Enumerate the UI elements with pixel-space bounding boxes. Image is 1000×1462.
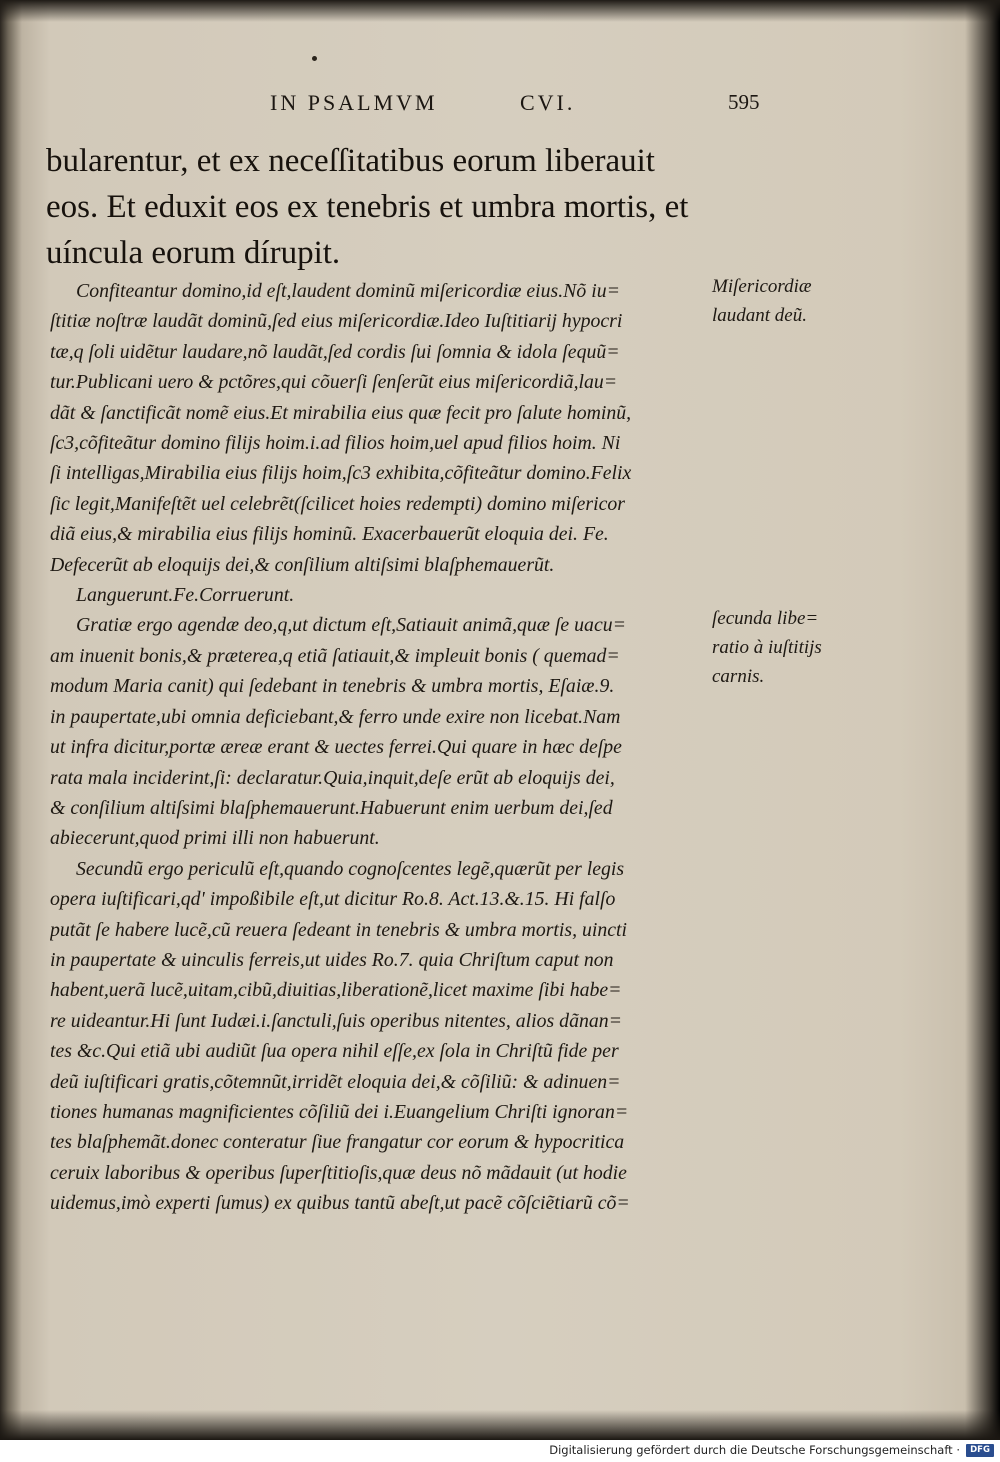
margin-note-line: ſecunda libe= <box>712 608 819 629</box>
running-header <box>270 86 770 122</box>
margin-note <box>712 272 862 330</box>
verse-line: eos. Et eduxit eos ex tenebris et umbra mortis, et <box>46 189 689 225</box>
margin-note-line: ratio à iuſtitijs <box>712 637 822 658</box>
margin-note-line: Miſericordiæ <box>712 276 812 297</box>
body-line: opera iuſtificari,qd' impoßibile eſt,ut dicitur Ro.8. Act.13.&.15. Hi falſo <box>50 888 616 911</box>
body-line: ceruix laboribus & operibus ſuperſtitioſis,quæ deus nõ mãdauit (ut hodie <box>50 1161 627 1184</box>
verse-line: bularentur, et ex neceſſitatibus eorum liberauit <box>46 143 655 179</box>
body-line: Secundũ ergo periculũ eſt,quando cognoſcentes legẽ,quærũt per legis <box>76 857 625 880</box>
body-line: in paupertate & uinculis ferreis,ut uides Ro.7. quia Chriſtum caput non <box>50 948 614 971</box>
body-line: abiecerunt,quod primi illi non habuerunt. <box>50 827 380 850</box>
body-line: Languerunt.Fe.Corruerunt. <box>76 584 295 607</box>
body-line: ſc3,cõfiteãtur domino filijs hoim.i.ad filios hoim,uel apud filios hoim. Ni <box>50 432 621 455</box>
margin-note-line: laudant deũ. <box>712 305 807 326</box>
commentary-text <box>50 276 718 1219</box>
body-line: uidemus,imò experti ſumus) ex quibus tantũ abeſt,ut pacẽ cõſciẽtiarũ cõ= <box>50 1192 630 1215</box>
margin-note-line: carnis. <box>712 666 765 687</box>
body-line: rata mala inciderint,ſi: declaratur.Quia,inquit,deſe erũt ab eloquijs dei, <box>50 766 615 789</box>
dfg-logo: DFG <box>966 1444 994 1457</box>
body-line: Defecerũt ab eloquijs dei,& conſilium altiſsimi blaſphemauerũt. <box>50 553 555 576</box>
verse-text <box>46 138 706 276</box>
digitization-footer <box>0 1440 1000 1462</box>
body-line: ut infra dicitur,portæ æreæ erant & uectes ferrei.Qui quare in hæc deſpe <box>50 736 622 759</box>
body-line: am inuenit bonis,& præterea,q etiã ſatiauit,& impleuit bonis ( quemad= <box>50 644 620 667</box>
body-line: Confiteantur domino,id eſt,laudent dominũ miſericordiæ eius.Nõ iu= <box>76 280 620 302</box>
body-line: tes blaſphemãt.donec conteratur ſiue frangatur cor eorum & hypocritica <box>50 1131 625 1154</box>
body-line: diã eius,& mirabilia eius filijs hominũ. Exacerbauerũt eloquia dei. Fe. <box>50 523 609 546</box>
body-line: putãt ſe habere lucẽ,cũ reuera ſedeant in tenebris & umbra mortis, uincti <box>50 918 628 941</box>
body-line: tes &c.Qui etiã ubi audiũt ſua opera nihil eſſe,ex ſola in Chriſtũ fide per <box>50 1040 619 1063</box>
body-line: ſic legit,Manifeſtẽt uel celebrẽt(ſcilicet hoies redempti) domino miſericor <box>50 492 625 515</box>
body-line: tiones humanas magnificientes cõſiliũ dei i.Euangelium Chriſti ignoran= <box>50 1100 629 1123</box>
margin-note <box>712 604 862 691</box>
psalm-number: CVI. <box>520 90 576 115</box>
body-line: re uideantur.Hi ſunt Iudæi.i.ſanctuli,ſuis operibus nitentes, alios dãnan= <box>50 1009 622 1032</box>
funding-credit: Digitalisierung gefördert durch die Deutsche Forschungsgemeinschaft · <box>549 1443 960 1457</box>
body-line: dãt & ſanctificãt nomẽ eius.Et mirabilia eius quæ fecit pro ſalute hominũ, <box>50 401 632 424</box>
body-line: tæ,q ſoli uidẽtur laudare,nõ laudãt,ſed cordis ſui ſomnia & idola ſequũ= <box>50 340 620 363</box>
verse-line: uíncula eorum dírupit. <box>46 235 341 271</box>
body-line: & conſilium altiſsimi blaſphemauerunt.Habuerunt enim uerbum dei,ſed <box>50 796 613 819</box>
page-number: 595 <box>728 90 760 114</box>
ink-dot <box>312 56 317 61</box>
body-line: tur.Publicani uero & pctõres,qui cõuerſi ſenſerũt eius miſericordiã,lau= <box>50 371 618 394</box>
body-line: Gratiæ ergo agendæ deo,q,ut dictum eſt,Satiauit animã,quæ ſe uacu= <box>76 614 626 637</box>
running-title: IN PSALMVM <box>270 90 438 115</box>
body-line: in paupertate,ubi omnia deficiebant,& ferro unde exire non licebat.Nam <box>50 705 621 728</box>
body-line: deũ iuſtificari gratis,cõtemnũt,irridẽt eloquia dei,& cõſiliũ: & adinuen= <box>50 1070 621 1093</box>
body-line: modum Maria canit) qui ſedebant in tenebris & umbra mortis, Eſaiæ.9. <box>50 675 615 698</box>
body-line: ſi intelligas,Mirabilia eius filijs hoim,ſc3 exhibita,cõfiteãtur domino.Felix <box>50 462 632 485</box>
body-line: habent,uerã lucẽ,uitam,cibũ,diuitias,liberationẽ,licet maxime ſibi habe= <box>50 979 622 1002</box>
body-line: ſtitiæ noſtræ laudãt dominũ,ſed eius miſericordiæ.Ideo Iuſtitiarij hypocri <box>50 310 623 333</box>
